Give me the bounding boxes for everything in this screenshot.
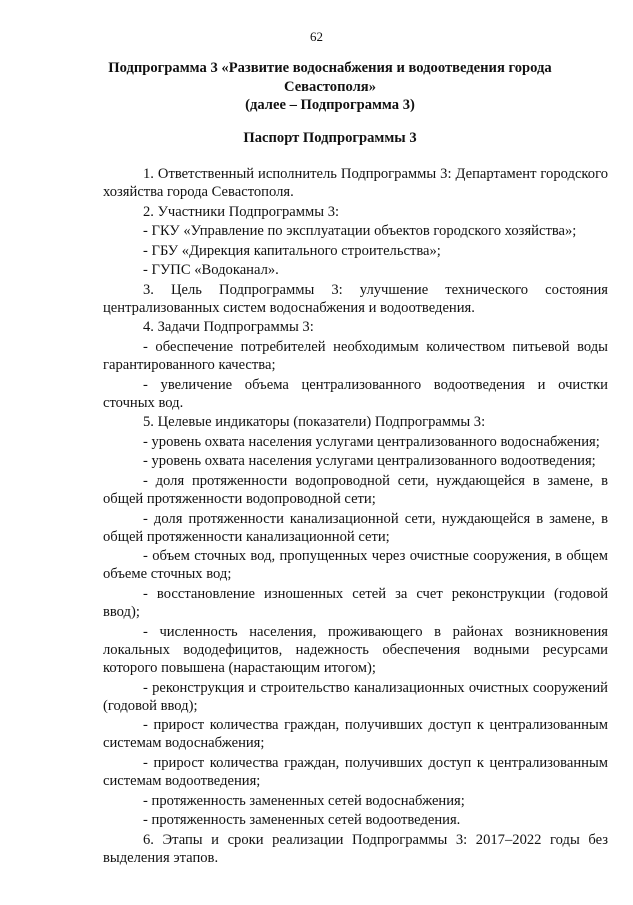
- list-item: - обеспечение потребителей необходимым количеством питьевой воды гарантированного качества;: [103, 338, 608, 374]
- paragraph: 1. Ответственный исполнитель Подпрограммы 3: Департамент городского хозяйства города Севастополя.: [103, 166, 608, 201]
- list-item: - восстановление изношенных сетей за счет реконструкции (годовой ввод);: [103, 585, 608, 621]
- list-item: - доля протяженности водопроводной сети, нуждающейся в замене, в общей протяженности водопроводной сети;: [103, 472, 608, 508]
- list-item: - доля протяженности канализационной сети, нуждающейся в замене, в общей протяженности канализационной сети;: [103, 510, 608, 545]
- list-item: - протяженность замененных сетей водоснабжения;: [143, 792, 465, 809]
- paragraph: 3. Цель Подпрограммы 3: улучшение технического состояния централизованных систем водоснабжения и водоотведения.: [103, 281, 608, 316]
- list-item: - прирост количества граждан, получивших доступ к централизованным системам водоснабжения;: [103, 717, 608, 752]
- list-item: - протяженность замененных сетей водоотведения.: [143, 812, 461, 829]
- subprogram-title-line-2: Севастополя»: [283, 79, 377, 95]
- passport-body: [103, 165, 608, 868]
- list-item: - ГБУ «Дирекция капитального строительства»;: [143, 242, 441, 259]
- list-item: - ГУПС «Водоканал».: [143, 262, 279, 279]
- list-item: - уровень охвата населения услугами централизованного водоотведения;: [143, 453, 596, 470]
- paragraph: 2. Участники Подпрограммы 3:: [143, 203, 340, 220]
- list-item: - прирост количества граждан, получивших доступ к централизованным системам водоотведения;: [103, 754, 608, 790]
- list-item: - уровень охвата населения услугами централизованного водоснабжения;: [143, 433, 600, 450]
- list-item: - ГКУ «Управление по эксплуатации объектов городского хозяйства»;: [143, 223, 577, 240]
- list-item: - реконструкция и строительство канализационных очистных сооружений (годовой ввод);: [103, 679, 608, 714]
- page-number: 62: [310, 29, 323, 44]
- subprogram-title-line-3: (далее – Подпрограмма 3): [245, 97, 415, 113]
- paragraph: 6. Этапы и сроки реализации Подпрограммы 3: 2017–2022 годы без выделения этапов.: [103, 831, 608, 866]
- subprogram-title-line-1: Подпрограмма 3 «Развитие водоснабжения и водоотведения города: [108, 60, 552, 76]
- passport-title: Паспорт Подпрограммы 3: [243, 130, 417, 146]
- list-item: - объем сточных вод, пропущенных через очистные сооружения, в общем объеме сточных вод;: [103, 548, 608, 583]
- list-item: - численность населения, проживающего в районах возникновения локальных вододефицитов, надежность обеспечения водными ресурсами которого повышена (нарастающим итогом);: [103, 623, 608, 677]
- list-item: - увеличение объема централизованного водоотведения и очистки сточных вод.: [103, 376, 608, 411]
- paragraph: 4. Задачи Подпрограммы 3:: [143, 319, 314, 336]
- paragraph: 5. Целевые индикаторы (показатели) Подпрограммы 3:: [143, 414, 486, 431]
